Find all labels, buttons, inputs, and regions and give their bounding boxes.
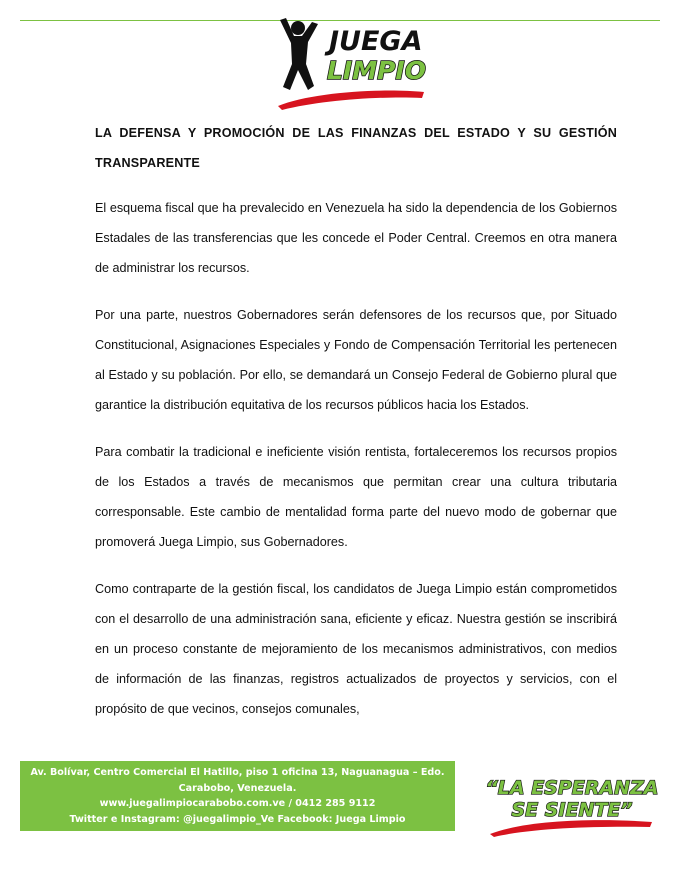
document-body — [95, 118, 617, 724]
paragraph-4: Como contraparte de la gestión fiscal, los candidatos de Juega Limpio están comprometidos con el desarrollo de una administración sana, eficiente y eficaz. Nuestra gestión se inscribirá en un proceso constante de mejoramiento de los mecanismos administrativos, con medios de información de las finanzas, registros actualizados de proyectos y servicios, con el propósito de que vecinos, consejos comunales, — [95, 582, 617, 716]
slogan-text-line1: “LA ESPERANZA — [486, 777, 658, 799]
logo-text-juega: JUEGA — [329, 26, 423, 57]
slogan-text-line2: SE SIENTE” — [511, 799, 633, 821]
document-title: LA DEFENSA Y PROMOCIÓN DE LAS FINANZAS DEL ESTADO Y SU GESTIÓN TRANSPARENTE — [95, 126, 617, 170]
footer-web-phone[interactable]: www.juegalimpiocarabobo.com.ve / 0412 285 9112 — [99, 798, 376, 809]
footer-contact-box — [20, 761, 455, 831]
logo-swoosh — [278, 91, 424, 110]
footer-address-line2: Carabobo, Venezuela. — [178, 782, 297, 794]
juega-limpio-logo — [272, 16, 432, 112]
logo-graphic — [272, 16, 432, 112]
logo-text-limpio: LIMPIO — [327, 56, 426, 85]
slogan-graphic — [486, 770, 658, 838]
paragraph-1: El esquema fiscal que ha prevalecido en Venezuela ha sido la dependencia de los Gobiernos Estadales de las transferencias que les concede el Poder Central. Creemos en otra manera de administrar los recursos. — [95, 201, 617, 275]
jumping-figure-icon — [280, 18, 318, 90]
paragraph-2: Por una parte, nuestros Gobernadores serán defensores de los recursos que, por Situado Constitucional, Asignaciones Especiales y Fondo de Compensación Territorial les pertenecen al Estado y su población. Por ello, se demandará un Consejo Federal de Gobierno plural que garantice la distribución equitativa de los recursos públicos hacia los Estados. — [95, 308, 617, 412]
slogan-swoosh — [490, 820, 652, 837]
footer-social[interactable]: Twitter e Instagram: @juegalimpio_Ve Facebook: Juega Limpio — [69, 813, 406, 825]
paragraph-3: Para combatir la tradicional e ineficiente visión rentista, fortaleceremos los recursos propios de los Estados a través de mecanismos que permitan crear una cultura tributaria corresponsable. Este cambio de mentalidad forma parte del nuevo modo de gobernar que promoverá Juega Limpio, sus Gobernadores. — [95, 445, 617, 549]
footer-address-line1: Av. Bolívar, Centro Comercial El Hatillo, piso 1 oficina 13, Naguanagua – Edo. — [30, 767, 445, 778]
slogan-logo — [486, 770, 658, 838]
